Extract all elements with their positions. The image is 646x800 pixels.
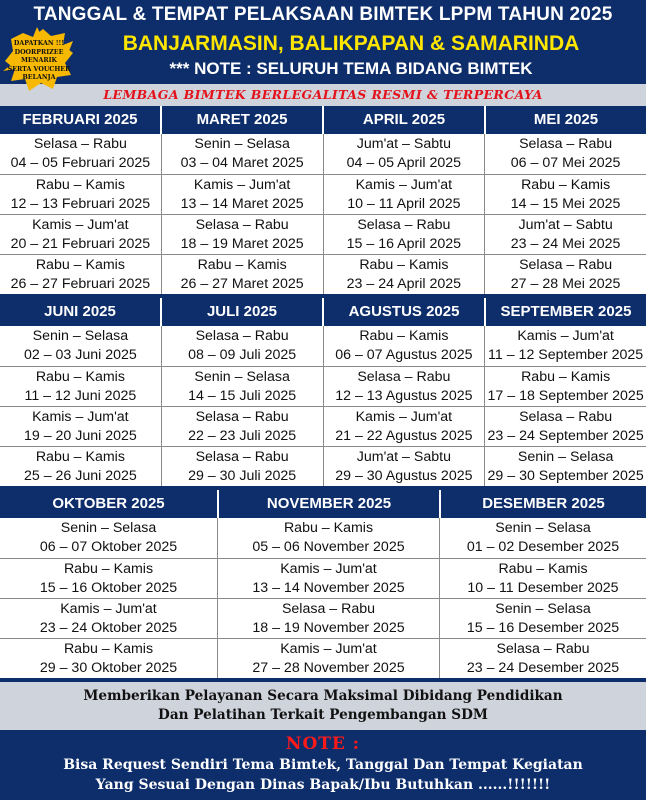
schedule-grid-feb-may [0, 106, 646, 294]
schedule-days: Senin – Selasa [495, 601, 591, 617]
schedule-cell [0, 407, 161, 446]
schedule-dates: 23 – 24 Oktober 2025 [39, 620, 178, 636]
table-row [0, 558, 646, 598]
schedule-cell [484, 367, 646, 406]
schedule-days: Kamis – Jum'at [280, 641, 377, 657]
schedule-dates: 14 – 15 Juli 2025 [188, 388, 297, 404]
schedule-days: Selasa – Rabu [357, 369, 451, 385]
month-header: MEI 2025 [484, 106, 646, 134]
page-title: TANGGAL & TEMPAT PELAKSAAN BIMTEK LPPM TAHUN 2025 [33, 4, 613, 25]
schedule-cell [323, 367, 485, 406]
schedule-dates: 29 – 30 Agustus 2025 [335, 468, 473, 484]
table-row [0, 638, 646, 678]
schedule-cell [323, 447, 485, 486]
schedule-days: Jum'at – Sabtu [356, 449, 451, 465]
schedule-days: Selasa – Rabu [519, 409, 613, 425]
schedule-dates: 06 – 07 Agustus 2025 [335, 347, 473, 363]
month-header: OKTOBER 2025 [52, 495, 165, 512]
table-row [0, 406, 646, 446]
schedule-days: Rabu – Kamis [283, 520, 374, 536]
schedule-days: Rabu – Kamis [521, 177, 611, 193]
schedule-days: Kamis – Jum'at [355, 177, 453, 193]
schedule-days: Senin – Selasa [194, 369, 290, 385]
schedule-dates: 01 – 02 Desember 2025 [466, 539, 620, 555]
schedule-cell [0, 639, 217, 678]
schedule-dates: 15 – 16 Desember 2025 [466, 620, 620, 636]
schedule-cell [323, 407, 485, 446]
schedule-cell [0, 134, 161, 174]
footer-note-label: NOTE : [285, 734, 361, 754]
schedule-days: Selasa – Rabu [519, 136, 613, 152]
schedule-days: Rabu – Kamis [35, 369, 125, 385]
schedule-dates: 19 – 20 Juni 2025 [23, 428, 137, 444]
schedule-days: Selasa – Rabu [281, 601, 376, 617]
schedule-dates: 04 – 05 April 2025 [346, 155, 462, 171]
schedule-days: Rabu – Kamis [521, 369, 611, 385]
schedule-dates: 14 – 15 Mei 2025 [510, 196, 621, 212]
schedule-cell [0, 447, 161, 486]
schedule-days: Kamis – Jum'at [32, 409, 129, 425]
schedule-table-body [0, 326, 646, 486]
schedule-days: Kamis – Jum'at [193, 177, 291, 193]
doorprize-badge [3, 25, 75, 95]
schedule-grid-jun-sep [0, 298, 646, 486]
schedule-dates: 18 – 19 Maret 2025 [180, 236, 304, 252]
schedule-days: Rabu – Kamis [63, 561, 154, 577]
schedule-days: Selasa – Rabu [195, 217, 289, 233]
schedule-cell [217, 599, 439, 638]
month-header: JULI 2025 [160, 298, 322, 326]
schedule-days: Selasa – Rabu [496, 641, 590, 657]
schedule-table-body [0, 134, 646, 294]
schedule-dates: 27 – 28 November 2025 [252, 660, 405, 676]
schedule-cell [323, 134, 485, 174]
schedule-cell [217, 559, 439, 598]
schedule-days: Jum'at – Sabtu [356, 136, 451, 152]
schedule-dates: 02 – 03 Juni 2025 [23, 347, 137, 363]
schedule-cell [161, 255, 323, 294]
schedule-cell [323, 255, 485, 294]
schedule-days: Senin – Selasa [32, 328, 129, 344]
schedule-cell [439, 639, 646, 678]
month-header: APRIL 2025 [322, 106, 484, 134]
schedule-cell [323, 175, 485, 214]
schedule-cell [484, 255, 646, 294]
schedule-dates: 08 – 09 Juli 2025 [188, 347, 297, 363]
schedule-dates: 12 – 13 Agustus 2025 [335, 388, 473, 404]
schedule-dates: 03 – 04 Maret 2025 [180, 155, 304, 171]
schedule-dates: 26 – 27 Maret 2025 [180, 276, 304, 292]
schedule-days: Selasa – Rabu [519, 257, 613, 273]
month-header: FEBRUARI 2025 [22, 111, 138, 128]
schedule-cell [439, 599, 646, 638]
schedule-days: Senin – Selasa [517, 449, 614, 465]
schedule-dates: 23 – 24 September 2025 [487, 428, 644, 444]
schedule-dates: 29 – 30 Juli 2025 [188, 468, 297, 484]
schedule-dates: 27 – 28 Mei 2025 [510, 276, 621, 292]
schedule-dates: 13 – 14 November 2025 [252, 580, 405, 596]
month-header: NOVEMBER 2025 [217, 490, 439, 518]
schedule-cell [0, 518, 217, 558]
schedule-cell [161, 326, 323, 366]
schedule-cell [0, 367, 161, 406]
schedule-days: Kamis – Jum'at [355, 409, 453, 425]
schedule-days: Senin – Selasa [60, 520, 157, 536]
schedule-table-body [0, 518, 646, 678]
schedule-days: Kamis – Jum'at [32, 217, 129, 233]
schedule-days: Selasa – Rabu [33, 136, 127, 152]
schedule-dates: 06 – 07 Mei 2025 [510, 155, 621, 171]
schedule-dates: 15 – 16 Oktober 2025 [39, 580, 178, 596]
schedule-dates: 15 – 16 April 2025 [346, 236, 462, 252]
month-header: DESEMBER 2025 [439, 490, 646, 518]
service-line-1: Memberikan Pelayanan Secara Maksimal Dibidang Pendidikan [83, 688, 563, 704]
schedule-days: Jum'at – Sabtu [518, 217, 613, 233]
schedule-dates: 13 – 14 Maret 2025 [180, 196, 304, 212]
schedule-dates: 22 – 23 Juli 2025 [188, 428, 297, 444]
schedule-cell [0, 255, 161, 294]
schedule-dates: 20 – 21 Februari 2025 [10, 236, 151, 252]
header-banner [0, 0, 646, 84]
month-header-row [0, 490, 646, 518]
schedule-cell [323, 215, 485, 254]
service-line-2: Dan Pelatihan Terkait Pengembangan SDM [158, 707, 488, 723]
schedule-cell [484, 447, 646, 486]
month-header: AGUSTUS 2025 [322, 298, 484, 326]
schedule-dates: 17 – 18 September 2025 [487, 388, 644, 404]
month-header-row [0, 298, 646, 326]
schedule-cell [161, 134, 323, 174]
schedule-cell [0, 559, 217, 598]
table-row [0, 174, 646, 214]
schedule-dates: 23 – 24 Desember 2025 [466, 660, 620, 676]
schedule-cell [0, 599, 217, 638]
schedule-days: Rabu – Kamis [63, 641, 154, 657]
table-row [0, 134, 646, 174]
schedule-dates: 23 – 24 April 2025 [346, 276, 462, 292]
schedule-cell [217, 639, 439, 678]
legal-banner: LEMBAGA BIMTEK BERLEGALITAS RESMI & TERPERCAYA [0, 84, 646, 106]
schedule-dates: 18 – 19 November 2025 [252, 620, 405, 636]
schedule-cell [161, 447, 323, 486]
month-header: MARET 2025 [160, 106, 322, 134]
schedule-days: Selasa – Rabu [195, 409, 289, 425]
schedule-cell [439, 518, 646, 558]
schedule-days: Kamis – Jum'at [517, 328, 614, 344]
schedule-cell [484, 407, 646, 446]
schedule-dates: 29 – 30 September 2025 [487, 468, 644, 484]
table-row [0, 214, 646, 254]
footer-line-1: Bisa Request Sendiri Tema Bimtek, Tanggal Dan Tempat Kegiatan [63, 757, 583, 773]
schedule-days: Rabu – Kamis [197, 257, 287, 273]
schedule-days: Rabu – Kamis [359, 257, 449, 273]
table-row [0, 254, 646, 294]
schedule-days: Rabu – Kamis [35, 449, 125, 465]
schedule-cell [0, 175, 161, 214]
table-row [0, 598, 646, 638]
schedule-days: Selasa – Rabu [357, 217, 451, 233]
schedule-cell [439, 559, 646, 598]
schedule-dates: 29 – 30 Oktober 2025 [39, 660, 178, 676]
schedule-days: Rabu – Kamis [35, 257, 125, 273]
month-header: SEPTEMBER 2025 [484, 298, 646, 326]
schedule-days: Selasa – Rabu [195, 328, 289, 344]
schedule-grid-oct-dec [0, 490, 646, 678]
badge-text: DAPATKAN !!! DOORPRIZEE MENARIK SERTA VOUCHER BELANJA [7, 40, 71, 82]
schedule-dates: 05 – 06 November 2025 [252, 539, 405, 555]
schedule-cell [0, 215, 161, 254]
schedule-dates: 12 – 13 Februari 2025 [10, 196, 151, 212]
schedule-days: Senin – Selasa [495, 520, 591, 536]
schedule-days: Rabu – Kamis [498, 561, 588, 577]
schedule-cell [161, 367, 323, 406]
schedule-dates: 11 – 12 Juni 2025 [24, 388, 137, 404]
schedule-cell [484, 326, 646, 366]
schedule-dates: 25 – 26 Juni 2025 [23, 468, 137, 484]
schedule-cell [323, 326, 485, 366]
schedule-dates: 04 – 05 Februari 2025 [10, 155, 151, 171]
schedule-dates: 06 – 07 Oktober 2025 [39, 539, 178, 555]
schedule-cell [217, 518, 439, 558]
schedule-cell [161, 215, 323, 254]
schedule-dates: 10 – 11 Desember 2025 [467, 580, 619, 596]
schedule-dates: 21 – 22 Agustus 2025 [335, 428, 473, 444]
table-row [0, 326, 646, 366]
month-header: JUNI 2025 [44, 303, 116, 320]
schedule-cell [484, 175, 646, 214]
table-row [0, 366, 646, 406]
schedule-days: Rabu – Kamis [35, 177, 125, 193]
table-row [0, 518, 646, 558]
schedule-cell [484, 215, 646, 254]
schedule-dates: 23 – 24 Mei 2025 [510, 236, 621, 252]
schedule-days: Kamis – Jum'at [280, 561, 377, 577]
schedule-days: Rabu – Kamis [359, 328, 449, 344]
theme-note: *** NOTE : SELURUH TEMA BIDANG BIMTEK [169, 59, 533, 78]
schedule-days: Selasa – Rabu [195, 449, 289, 465]
footer-note-section [0, 730, 646, 800]
cities-subtitle: BANJARMASIN, BALIKPAPAN & SAMARINDA [122, 32, 580, 55]
footer-line-2: Yang Sesuai Dengan Dinas Bapak/Ibu Butuhkan ......!!!!!!! [95, 777, 551, 793]
schedule-cell [161, 175, 323, 214]
schedule-cell [484, 134, 646, 174]
schedule-cell [161, 407, 323, 446]
schedule-days: Kamis – Jum'at [60, 601, 157, 617]
schedule-dates: 11 – 12 September 2025 [488, 347, 644, 363]
schedule-dates: 26 – 27 Februari 2025 [10, 276, 151, 292]
schedule-dates: 10 – 11 April 2025 [347, 196, 461, 212]
table-row [0, 446, 646, 486]
schedule-cell [0, 326, 161, 366]
service-banner [0, 682, 646, 730]
schedule-days: Senin – Selasa [194, 136, 290, 152]
month-header-row [0, 106, 646, 134]
